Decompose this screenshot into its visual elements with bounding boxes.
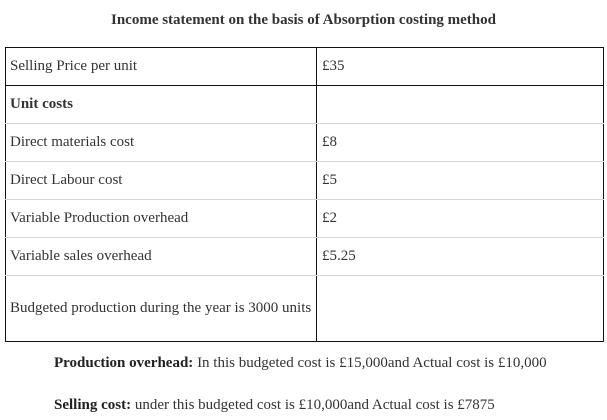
row-label: Direct Labour cost	[6, 162, 317, 200]
table-row	[6, 124, 604, 162]
row-label: Budgeted production during the year is 3000 units	[6, 276, 317, 342]
table-row	[6, 238, 604, 276]
document-title: Income statement on the basis of Absorption costing method	[110, 12, 496, 28]
production-overhead-note	[54, 353, 547, 373]
row-value: £2	[317, 200, 604, 238]
row-value: £5.25	[317, 238, 604, 276]
note-text: under this budgeted cost is £10,000and Actual cost is £7875	[131, 397, 495, 413]
row-label: Variable sales overhead	[6, 238, 317, 276]
row-value	[317, 276, 604, 342]
table-row	[6, 162, 604, 200]
row-label: Variable Production overhead	[6, 200, 317, 238]
income-statement-table	[5, 47, 604, 342]
row-value: £35	[317, 48, 604, 86]
table-row	[6, 48, 604, 86]
section-heading: Unit costs	[6, 86, 317, 124]
note-label: Production overhead:	[54, 355, 194, 371]
row-value: £5	[317, 162, 604, 200]
row-label: Direct materials cost	[6, 124, 317, 162]
table-row	[6, 200, 604, 238]
table-row	[6, 276, 604, 342]
note-text: In this budgeted cost is £15,000and Actual cost is £10,000	[193, 355, 547, 371]
table-row	[6, 86, 604, 124]
row-value: £8	[317, 124, 604, 162]
row-label: Selling Price per unit	[6, 48, 317, 86]
selling-cost-note	[54, 395, 495, 415]
row-value	[317, 86, 604, 124]
note-label: Selling cost:	[54, 397, 132, 413]
